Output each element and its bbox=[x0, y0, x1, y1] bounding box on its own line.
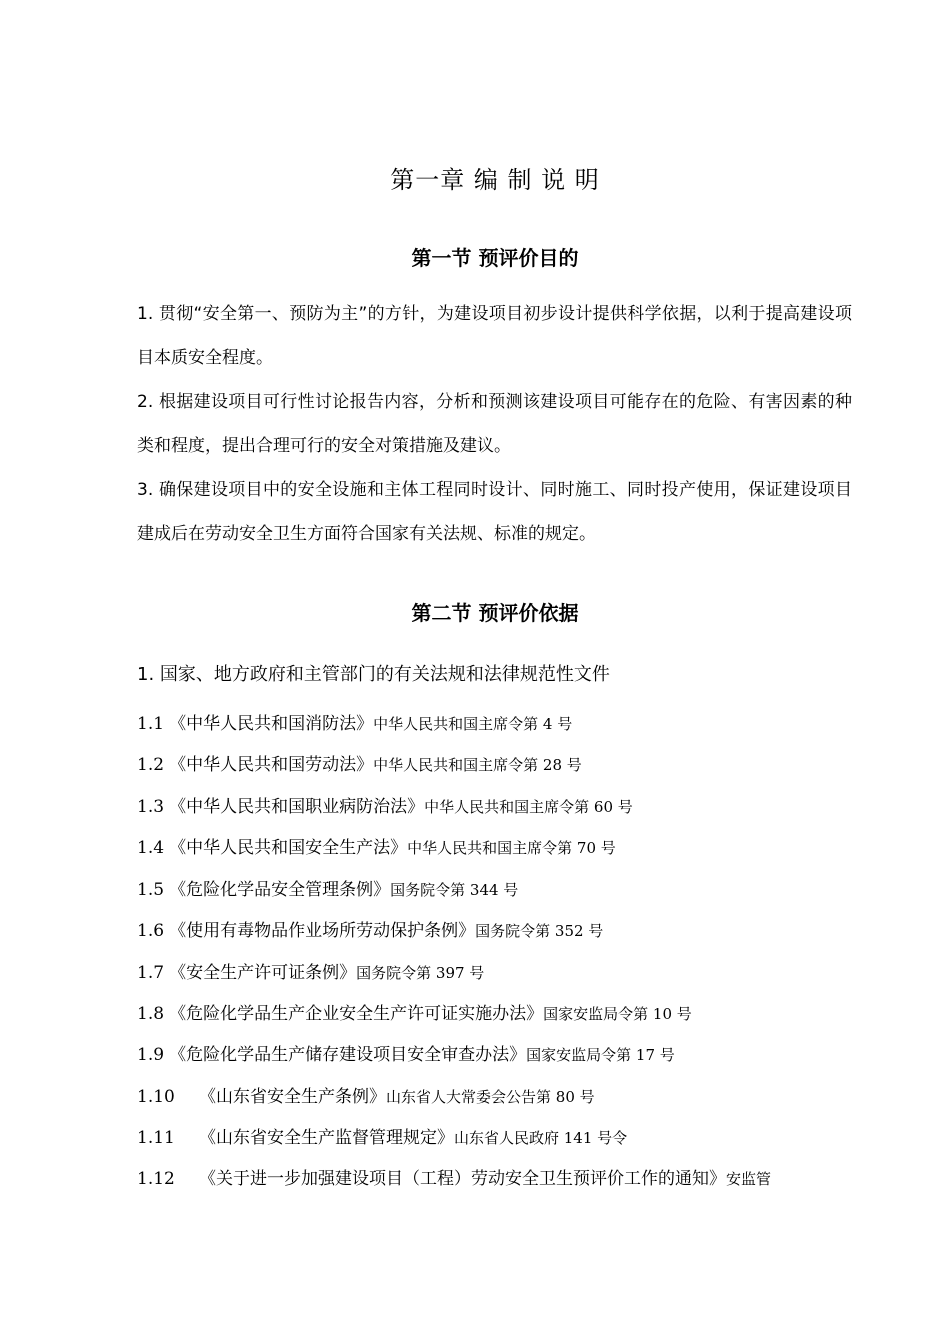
item-issuer: 中华人民共和国主席令第 28 号 bbox=[373, 756, 582, 774]
item-number: 1.2 bbox=[137, 755, 165, 775]
list-item bbox=[137, 1082, 857, 1107]
item-title: 《中华人民共和国安全生产法》 bbox=[169, 838, 408, 858]
item-title: 《山东省安全生产监督管理规定》 bbox=[199, 1128, 454, 1148]
item-number: 1.12 bbox=[137, 1169, 175, 1189]
item-number: 1.4 bbox=[137, 838, 165, 858]
item-issuer: 山东省人大常委会公告第 80 号 bbox=[386, 1088, 595, 1106]
paragraph-1: 1. 贯彻“安全第一、预防为主”的方针，为建设项目初步设计提供科学依据，以利于提高建设项目本质安全程度。 bbox=[137, 304, 852, 368]
item-number: 1.11 bbox=[137, 1128, 175, 1148]
item-issuer: 国务院令第 352 号 bbox=[475, 922, 604, 940]
item-issuer: 中华人民共和国主席令第 4 号 bbox=[373, 715, 573, 733]
item-number: 1.5 bbox=[137, 880, 165, 900]
item-title: 《危险化学品安全管理条例》 bbox=[169, 880, 391, 900]
sub-heading-laws: 1. 国家、地方政府和主管部门的有关法规和法律规范性文件 bbox=[137, 664, 610, 685]
item-number: 1.10 bbox=[137, 1087, 175, 1107]
item-issuer: 国务院令第 397 号 bbox=[356, 964, 485, 982]
item-title: 《危险化学品生产企业安全生产许可证实施办法》 bbox=[169, 1004, 544, 1024]
list-item bbox=[137, 1040, 857, 1065]
item-title: 《中华人民共和国劳动法》 bbox=[169, 755, 374, 775]
list-item bbox=[137, 999, 857, 1024]
section-title-basis: 第二节 预评价依据 bbox=[411, 601, 579, 625]
item-issuer: 国务院令第 344 号 bbox=[390, 881, 519, 899]
item-title: 《中华人民共和国职业病防治法》 bbox=[169, 797, 425, 817]
item-issuer: 国家安监局令第 10 号 bbox=[543, 1005, 692, 1023]
list-item bbox=[137, 958, 857, 983]
item-issuer: 中华人民共和国主席令第 60 号 bbox=[424, 798, 633, 816]
list-item bbox=[137, 1164, 857, 1189]
chapter-title: 第一章 编 制 说 明 bbox=[390, 166, 600, 194]
item-title: 《中华人民共和国消防法》 bbox=[169, 714, 374, 734]
item-number: 1.8 bbox=[137, 1004, 165, 1024]
list-item bbox=[137, 916, 857, 941]
item-title: 《危险化学品生产储存建设项目安全审查办法》 bbox=[169, 1045, 527, 1065]
item-issuer: 山东省人民政府 141 号令 bbox=[454, 1129, 628, 1147]
list-item bbox=[137, 792, 857, 817]
list-item bbox=[137, 709, 857, 734]
item-number: 1.7 bbox=[137, 963, 165, 983]
item-number: 1.3 bbox=[137, 797, 165, 817]
item-issuer: 中华人民共和国主席令第 70 号 bbox=[407, 839, 616, 857]
item-title: 《使用有毒物品作业场所劳动保护条例》 bbox=[169, 921, 476, 941]
list-item bbox=[137, 750, 857, 775]
paragraph-2: 2. 根据建设项目可行性讨论报告内容，分析和预测该建设项目可能存在的危险、有害因素的种类和程度，提出合理可行的安全对策措施及建议。 bbox=[137, 392, 852, 456]
section-title-purpose: 第一节 预评价目的 bbox=[411, 246, 579, 270]
list-item bbox=[137, 875, 857, 900]
list-item bbox=[137, 833, 857, 858]
item-issuer: 国家安监局令第 17 号 bbox=[526, 1046, 675, 1064]
item-title: 《山东省安全生产条例》 bbox=[199, 1087, 386, 1107]
paragraph-3: 3. 确保建设项目中的安全设施和主体工程同时设计、同时施工、同时投产使用，保证建设项目建成后在劳动安全卫生方面符合国家有关法规、标准的规定。 bbox=[137, 480, 852, 544]
item-title: 《关于进一步加强建设项目（工程）劳动安全卫生预评价工作的通知》 bbox=[199, 1169, 726, 1189]
item-issuer: 安监管 bbox=[726, 1170, 772, 1188]
item-title: 《安全生产许可证条例》 bbox=[169, 963, 357, 983]
item-number: 1.1 bbox=[137, 714, 165, 734]
list-item bbox=[137, 1123, 857, 1148]
item-number: 1.6 bbox=[137, 921, 165, 941]
item-number: 1.9 bbox=[137, 1045, 165, 1065]
